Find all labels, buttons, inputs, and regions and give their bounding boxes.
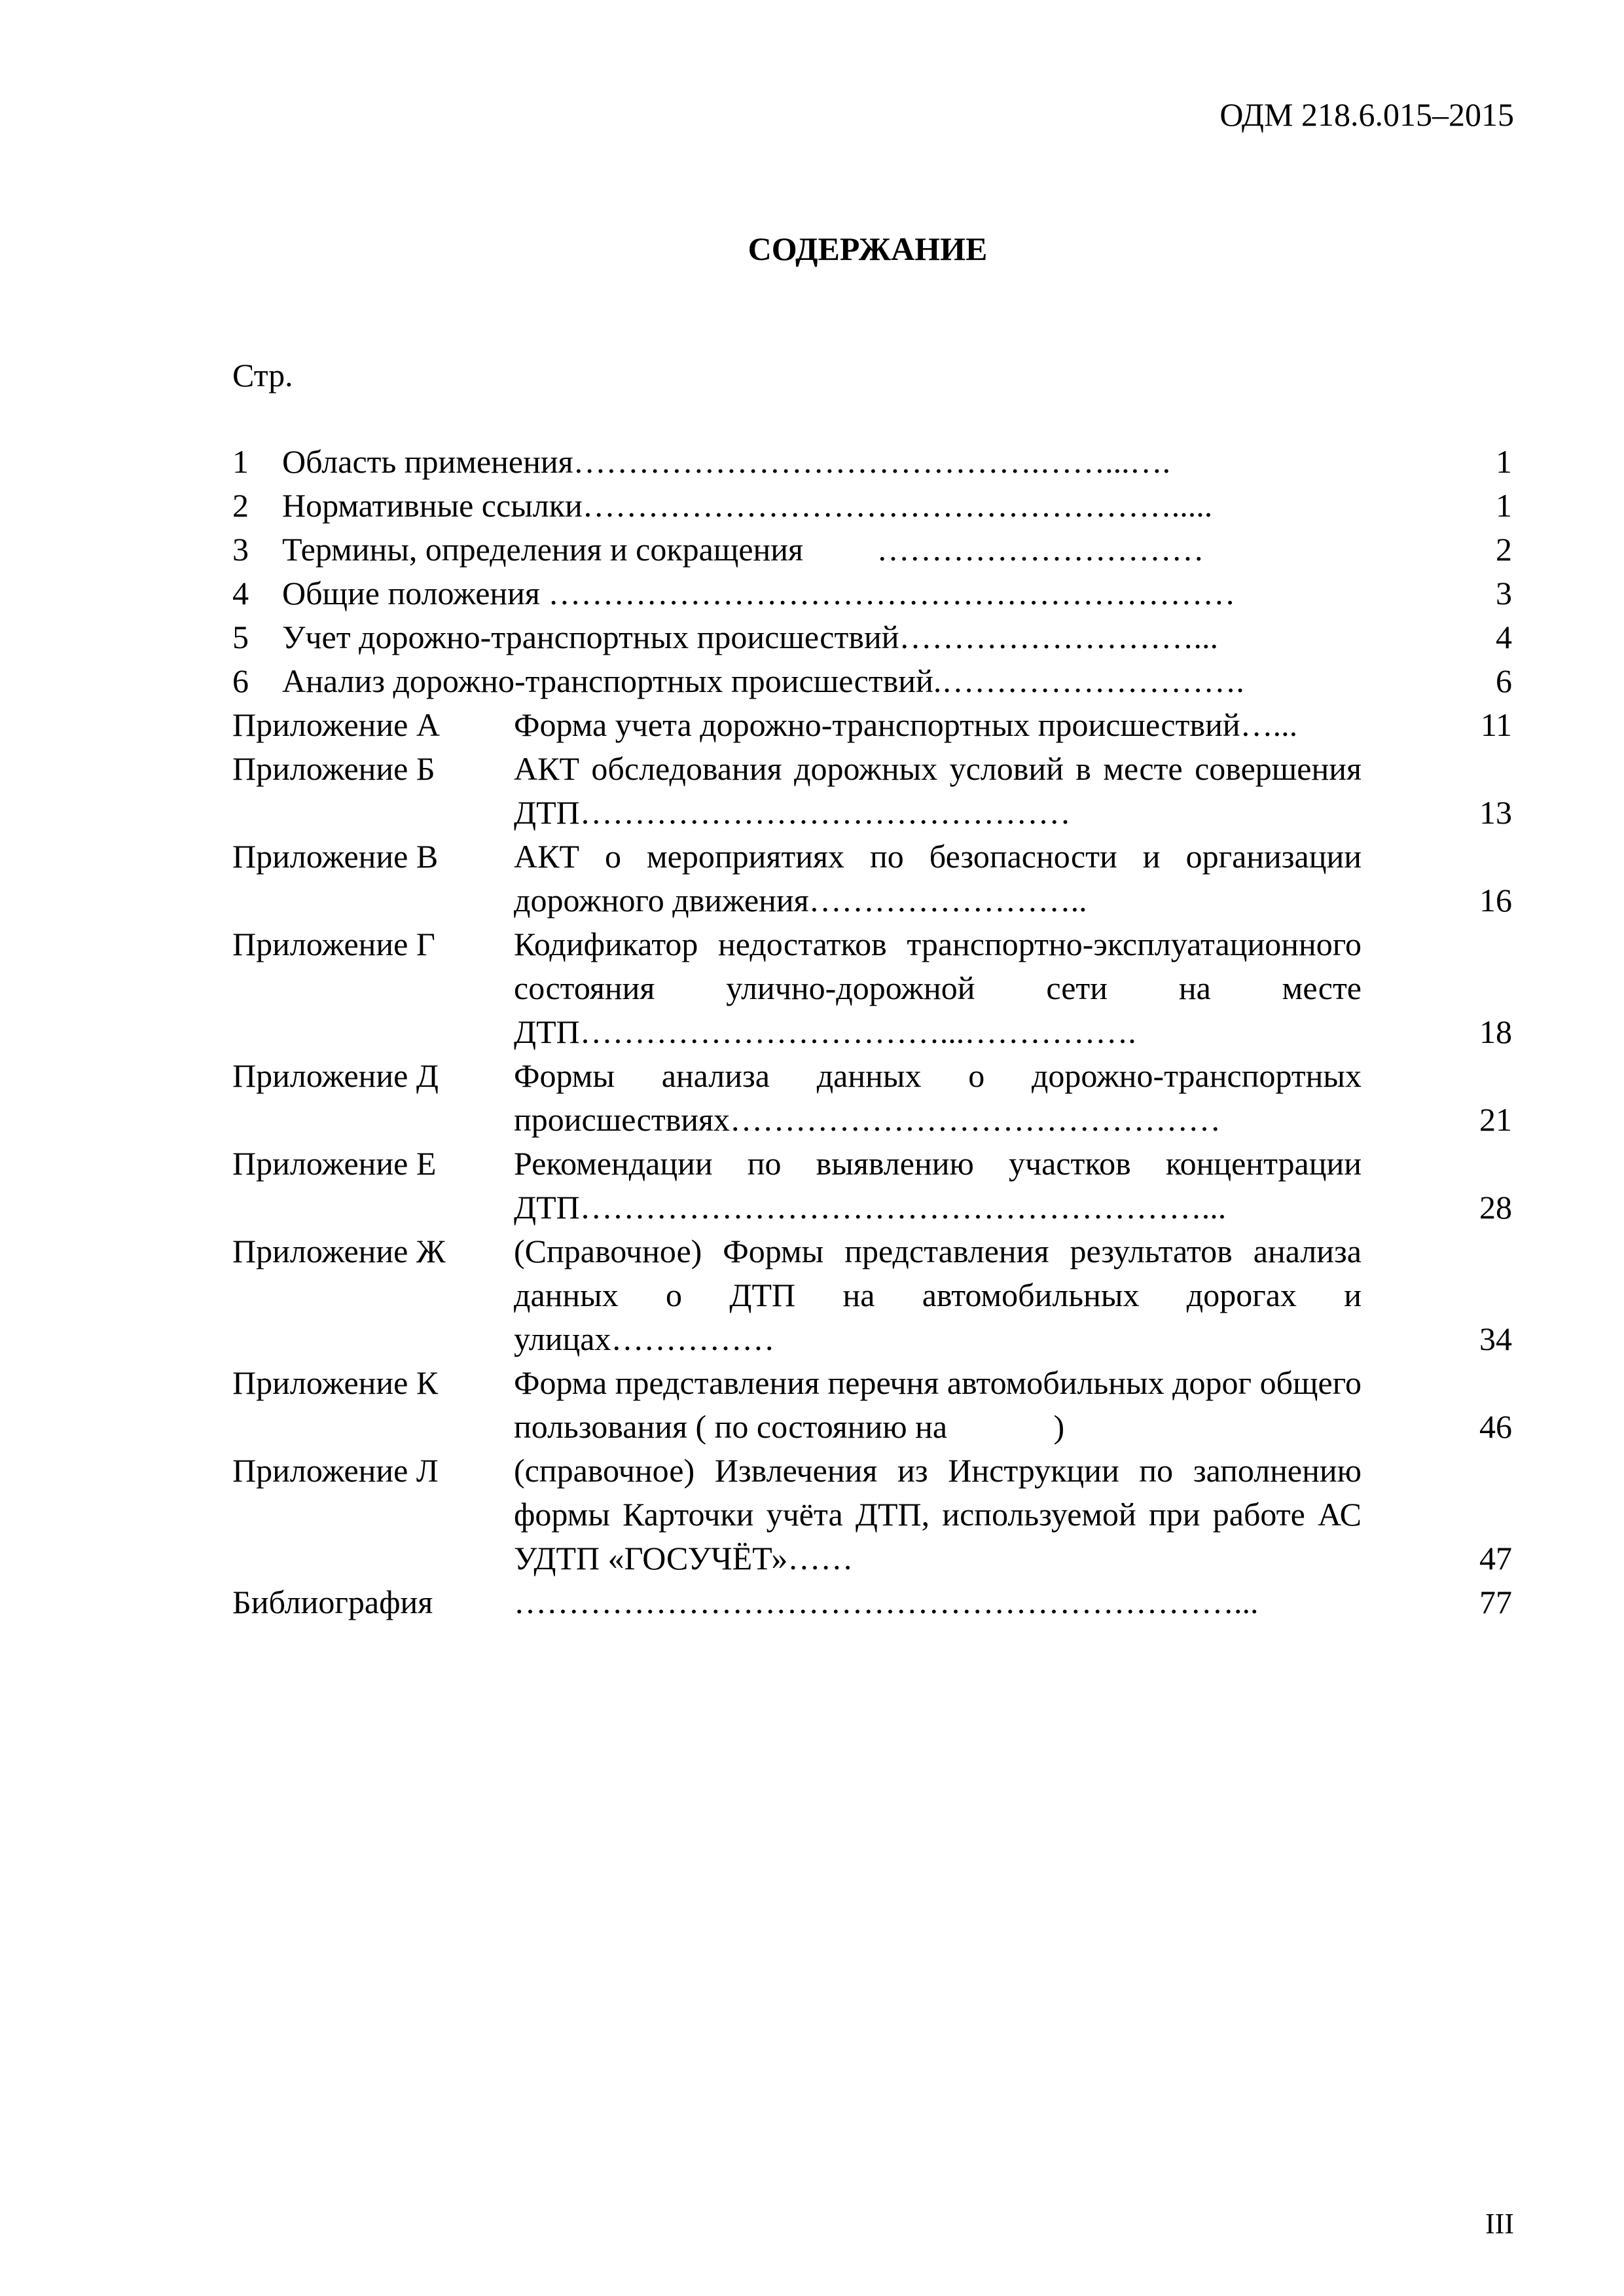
appendix-label: Приложение Д bbox=[232, 1057, 439, 1094]
appendix-title: Кодификатор недостатков транспортно-эксплуатационного состояния улично-дорожной сети на месте ДТП……………………………...……………. bbox=[514, 926, 1362, 1050]
toc-appendix-row bbox=[232, 922, 1512, 1054]
toc-appendix-row bbox=[232, 835, 1512, 922]
toc-appendix-row bbox=[232, 747, 1512, 835]
toc-appendix-row bbox=[232, 1230, 1512, 1361]
page-number: 21 bbox=[1479, 1101, 1512, 1138]
page-title: СОДЕРЖАНИЕ bbox=[748, 230, 988, 267]
section-number: 1 bbox=[232, 443, 249, 480]
page-number: 6 bbox=[1496, 663, 1512, 699]
appendix-label: Приложение Ж bbox=[232, 1233, 446, 1269]
appendix-label: Приложение Е bbox=[232, 1145, 437, 1182]
toc-appendix-row bbox=[232, 1142, 1512, 1230]
page-number: 16 bbox=[1479, 882, 1512, 919]
section-title: Учет дорожно-транспортных происшествий………………………... bbox=[282, 619, 1218, 655]
toc-section-row bbox=[232, 440, 1512, 484]
appendix-label: Приложение А bbox=[232, 706, 440, 743]
appendix-title: Форма учета дорожно-транспортных происшествий…... bbox=[514, 706, 1298, 743]
page-number: 11 bbox=[1480, 706, 1512, 743]
section-number: 6 bbox=[232, 663, 249, 699]
appendix-label: Приложение В bbox=[232, 838, 439, 875]
section-title: Анализ дорожно-транспортных происшествий.………………………. bbox=[282, 663, 1244, 699]
page-number: 1 bbox=[1496, 443, 1512, 480]
toc-section-row bbox=[232, 615, 1512, 659]
page-number: 2 bbox=[1496, 531, 1512, 568]
appendix-title: Рекомендации по выявлению участков концентрации ДТП…………………………………………………... bbox=[514, 1145, 1362, 1226]
section-title: Термины, определения и сокращения ………………………… bbox=[282, 531, 1204, 568]
table-of-contents bbox=[232, 440, 1512, 1624]
section-number: 5 bbox=[232, 619, 249, 655]
page-number: 46 bbox=[1479, 1408, 1512, 1445]
appendix-title: (справочное) Извлечения из Инструкции по заполнению формы Карточки учёта ДТП, используемой при работе АС УДТП «ГОСУЧЁТ»…… bbox=[514, 1452, 1362, 1576]
page-number: 4 bbox=[1496, 619, 1512, 655]
bibliography-label: Библиография bbox=[232, 1584, 433, 1620]
appendix-label: Приложение Г bbox=[232, 926, 435, 962]
page-number: 77 bbox=[1479, 1584, 1512, 1620]
toc-section-row bbox=[232, 572, 1512, 615]
appendix-title: Формы анализа данных о дорожно-транспортных происшествиях……………………………………… bbox=[514, 1057, 1362, 1138]
page-number: 34 bbox=[1479, 1321, 1512, 1357]
page-number: 28 bbox=[1479, 1189, 1512, 1226]
toc-appendix-row bbox=[232, 703, 1512, 747]
section-title: Нормативные ссылки………………………………………………..... bbox=[282, 487, 1213, 524]
page-number: 3 bbox=[1496, 575, 1512, 611]
appendix-title: Форма представления перечня автомобильных дорог общего пользования ( по состоянию на ) bbox=[514, 1364, 1370, 1445]
section-title: Область применения…………………………………….……...…. bbox=[282, 443, 1171, 480]
page-number: 18 bbox=[1479, 1013, 1512, 1050]
appendix-label: Приложение К bbox=[232, 1364, 439, 1401]
page-footer-number: III bbox=[1485, 2208, 1514, 2240]
toc-section-row bbox=[232, 484, 1512, 528]
section-number: 4 bbox=[232, 575, 249, 611]
section-number: 2 bbox=[232, 487, 249, 524]
bibliography-leader: …………………………………………………………... bbox=[514, 1584, 1259, 1620]
appendix-title: (Справочное) Формы представления результатов анализа данных о ДТП на автомобильных дорогах и улицах…………… bbox=[514, 1233, 1362, 1357]
document-code: ОДМ 218.6.015–2015 bbox=[1219, 96, 1514, 133]
section-title: Общие положения ……………………………………………………… bbox=[282, 575, 1236, 611]
page-number: 1 bbox=[1496, 487, 1512, 524]
appendix-title: АКТ обследования дорожных условий в месте совершения ДТП……………………………………… bbox=[514, 750, 1362, 831]
page-number: 47 bbox=[1479, 1540, 1512, 1576]
toc-section-row bbox=[232, 659, 1512, 703]
appendix-label: Приложение Б bbox=[232, 750, 435, 787]
toc-appendix-row bbox=[232, 1449, 1512, 1580]
appendix-label: Приложение Л bbox=[232, 1452, 439, 1489]
page-column-label: Стр. bbox=[232, 357, 293, 393]
toc-appendix-row bbox=[232, 1054, 1512, 1142]
toc-section-row bbox=[232, 528, 1512, 572]
toc-bibliography-row bbox=[232, 1580, 1512, 1624]
section-number: 3 bbox=[232, 531, 249, 568]
page-number: 13 bbox=[1479, 794, 1512, 831]
toc-appendix-row bbox=[232, 1361, 1512, 1449]
appendix-title: АКТ о мероприятиях по безопасности и организации дорожного движения…………………….. bbox=[514, 838, 1362, 919]
